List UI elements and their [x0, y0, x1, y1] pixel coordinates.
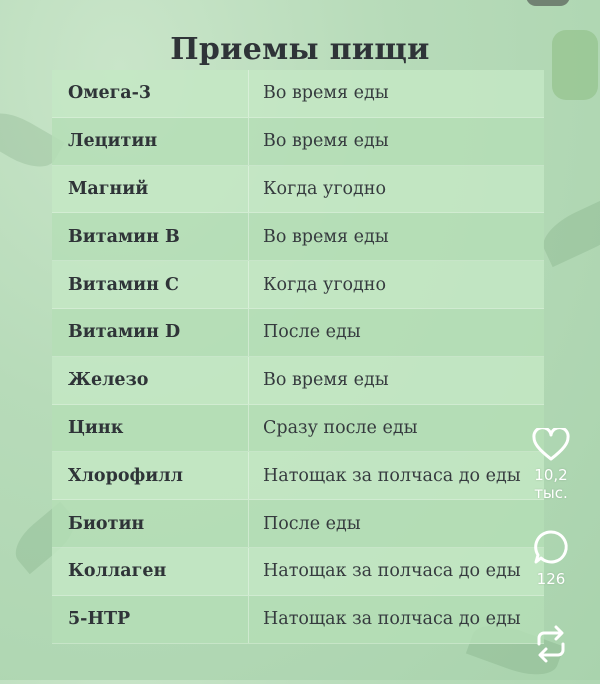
like-button[interactable]: [516, 428, 586, 502]
intake-timing: После еды: [248, 309, 544, 356]
supplement-name: Хлорофилл: [68, 465, 183, 486]
supplement-name: Коллаген: [68, 561, 167, 582]
comment-icon: [532, 528, 570, 566]
table-row: [52, 596, 544, 644]
supplement-name: Витамин D: [68, 322, 181, 343]
intake-timing: Натощак за полчаса до еды: [248, 548, 544, 595]
intake-timing: Во время еды: [248, 213, 544, 260]
supplement-name: Биотин: [68, 513, 145, 534]
intake-timing: Сразу после еды: [248, 405, 544, 452]
table-row: [52, 70, 544, 118]
supplement-name: 5-HTP: [68, 609, 131, 630]
intake-timing: Когда угодно: [248, 166, 544, 213]
table-row: [52, 166, 544, 214]
intake-timing: Во время еды: [248, 70, 544, 117]
supplement-name: Магний: [68, 178, 149, 199]
table-row: [52, 118, 544, 166]
table-row: [52, 357, 544, 405]
page-title: Приемы пищи: [170, 32, 430, 68]
comment-button[interactable]: [516, 528, 586, 588]
supplement-name: Омега-3: [68, 83, 152, 104]
intake-timing: Натощак за полчаса до еды: [248, 452, 544, 499]
supplement-name: Лецитин: [68, 131, 158, 152]
supplement-name: Цинк: [68, 417, 124, 438]
comments-count: 126: [536, 570, 566, 588]
table-row: [52, 309, 544, 357]
table-row: [52, 261, 544, 309]
supplement-name: Железо: [68, 370, 149, 391]
intake-timing: Натощак за полчаса до еды: [248, 596, 544, 643]
intake-timing: Во время еды: [248, 357, 544, 404]
table-row: [52, 213, 544, 261]
background-leaf: [536, 193, 600, 267]
top-menu-button[interactable]: [526, 0, 570, 6]
supplement-name: Витамин B: [68, 226, 180, 247]
repost-icon: [533, 624, 569, 664]
intake-timing: Во время еды: [248, 118, 544, 165]
supplement-name: Витамин C: [68, 274, 179, 295]
intake-timing: После еды: [248, 500, 544, 547]
table-row: [52, 500, 544, 548]
heart-icon: [532, 428, 570, 462]
intake-timing: Когда угодно: [248, 261, 544, 308]
table-row: [52, 452, 544, 500]
table-row: [52, 548, 544, 596]
repost-button[interactable]: [516, 624, 586, 668]
likes-count: 10,2 тыс.: [534, 466, 568, 502]
table-row: [52, 405, 544, 453]
supplement-table: [52, 70, 544, 644]
